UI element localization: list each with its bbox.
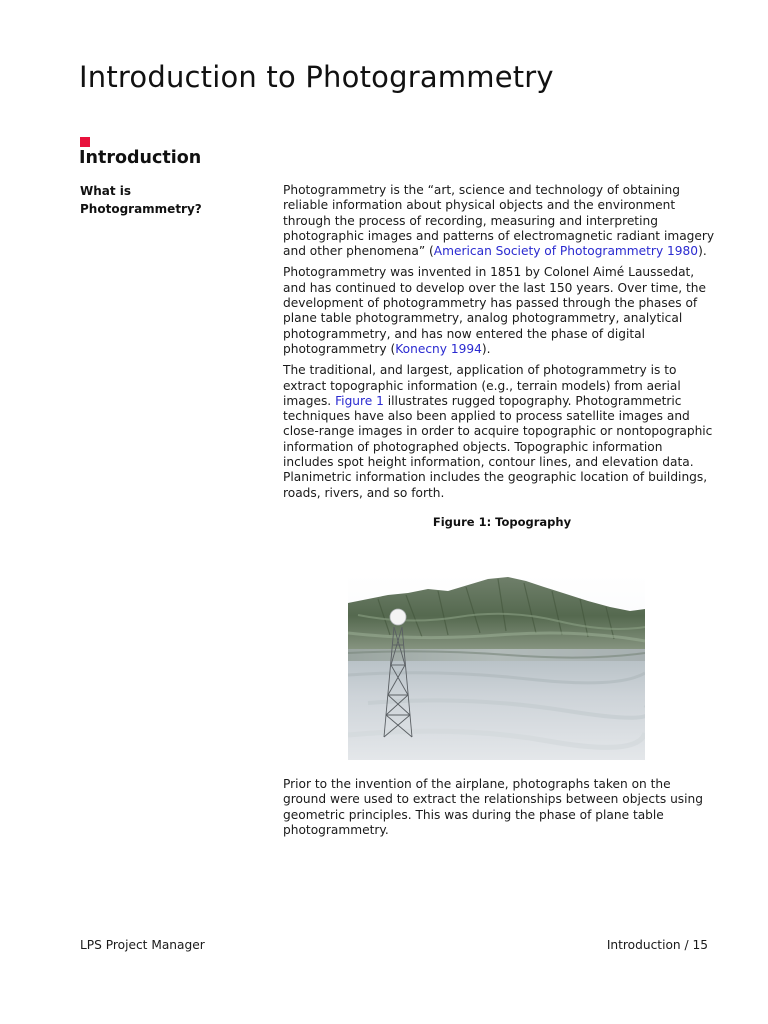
footer-page-number: Introduction / 15 xyxy=(606,938,708,952)
paragraph-text: illustrates rugged topography. Photogrammetric techniques have also been applied to process satellite images and close-range images in order to acquire topographic or nontopographic information of photographed objects. Topographic information includes spot height information, contour lines, and elevation data. Planimetric information includes the geographic location of buildings, roads, rivers, and so forth. xyxy=(283,393,713,500)
figure-1-link[interactable]: Figure 1 xyxy=(335,393,384,408)
topography-figure xyxy=(348,575,645,760)
body-column xyxy=(283,183,715,529)
paragraph-text: ). xyxy=(698,244,707,259)
reference-link-asp[interactable]: American Society of Photogrammetry 1980 xyxy=(433,244,699,259)
footer-product-name: LPS Project Manager xyxy=(80,938,205,952)
topography-image xyxy=(348,575,645,760)
page-title: Introduction to Photogrammetry xyxy=(79,60,554,94)
section-marker xyxy=(80,137,90,147)
side-heading: What is Photogrammetry? xyxy=(80,184,202,216)
figure-caption: Figure 1: Topography xyxy=(432,514,572,529)
paragraph-text: ). xyxy=(481,341,491,356)
paragraph-text: The traditional, and largest, application of photogrammetry is to extract topographic information (e.g., terrain models) from aerial images. xyxy=(283,363,681,408)
paragraph-text: Photogrammetry is the “art, science and technology of obtaining reliable information about physical objects and the environment through the process of recording, measuring and interpreting photographic images and patterns of electromagnetic radiant imagery and other phenomena” ( xyxy=(283,183,715,259)
section-heading: Introduction xyxy=(79,148,202,168)
paragraph-plane-table: Prior to the invention of the airplane, photographs taken on the ground were used to extract the relationships between objects using geometric principles. This was during the phase of plane table photogrammetry. xyxy=(283,777,703,837)
paragraph-history xyxy=(283,265,715,357)
reference-link-konecny[interactable]: Konecny 1994 xyxy=(395,341,482,356)
paragraph-text: Photogrammetry was invented in 1851 by Colonel Aimé Laussedat, and has continued to develop over the last 150 years. Over time, the development of photogrammetry has passed through the phases of plane table photogrammetry, analog photogrammetry, analytical photogrammetry, and has now entered the phase of digital photogrammetry ( xyxy=(283,265,707,356)
paragraph-definition xyxy=(283,183,715,259)
paragraph-block xyxy=(283,777,715,838)
paragraph-applications xyxy=(283,363,715,501)
